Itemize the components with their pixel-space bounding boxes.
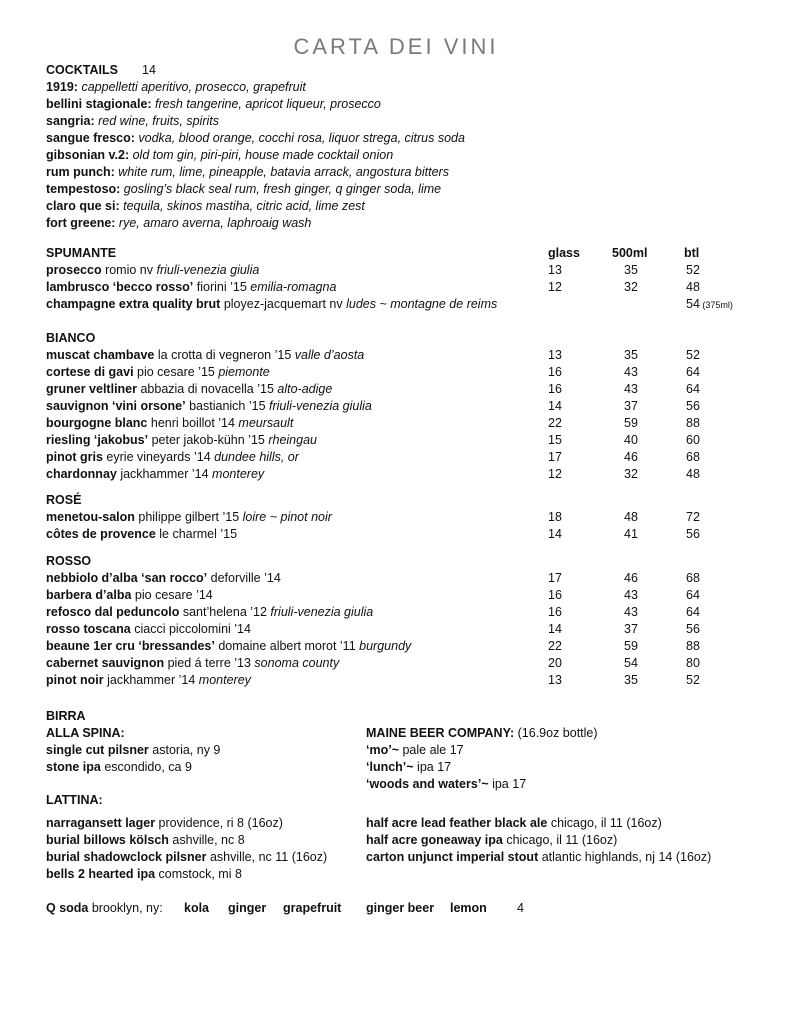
wine-item: [46, 638, 411, 655]
wine-region: piemonte: [214, 365, 270, 379]
page-title: CARTA DEI VINI: [293, 34, 499, 59]
wine-name: prosecco: [46, 263, 102, 277]
price-glass: 15: [548, 433, 562, 447]
cocktail-name: sangue fresco:: [46, 131, 135, 145]
price-glass: 16: [548, 382, 562, 396]
cocktail-desc: rye, amaro averna, laphroaig wash: [115, 216, 312, 230]
cocktails-heading: [46, 62, 156, 79]
cocktail-desc: white rum, lime, pineapple, batavia arrack, angostura bitters: [114, 165, 449, 179]
wine-producer: le charmel ’15: [155, 527, 238, 541]
section-heading-text: ROSSO: [46, 554, 92, 568]
wine-item: [46, 466, 264, 483]
qsoda-flavor: [450, 900, 487, 917]
can-beer-item: [46, 832, 245, 849]
can-beer-item: [366, 849, 711, 866]
beer-detail: chicago, il 11 (16oz): [502, 833, 618, 847]
price-btl: 60: [686, 433, 700, 447]
wine-item: [46, 655, 339, 672]
wine-item: [46, 279, 336, 296]
price-glass: 18: [548, 510, 562, 524]
wine-item: [46, 509, 332, 526]
cocktail-desc: tequila, skinos mastiha, citric acid, lime zest: [119, 199, 365, 213]
price-glass: 17: [548, 571, 562, 585]
beer-name: burial shadowclock pilsner: [46, 850, 207, 864]
wine-name: refosco dal peduncolo: [46, 605, 180, 619]
price-glass: 16: [548, 365, 562, 379]
wine-producer: peter jakob-kühn ’15: [148, 433, 269, 447]
price-btl: 64: [686, 605, 700, 619]
price-500ml: 32: [624, 280, 638, 294]
wine-name: cabernet sauvignon: [46, 656, 165, 670]
price-glass: 12: [548, 467, 562, 481]
wine-item: [46, 398, 372, 415]
beer-detail: comstock, mi 8: [155, 867, 242, 881]
qsoda-name: Q soda: [46, 901, 89, 915]
wine-producer: abbazia di novacella ’15: [137, 382, 274, 396]
wine-name: bourgogne blanc: [46, 416, 148, 430]
wine-name: beaune 1er cru ‘bressandes’: [46, 639, 215, 653]
beer-detail: ipa 17: [413, 760, 452, 774]
wine-region: valle d’aosta: [291, 348, 365, 362]
wine-name: lambrusco ‘becco rosso’: [46, 280, 194, 294]
wine-region: friuli-venezia giulia: [266, 605, 374, 619]
cocktail-name: rum punch:: [46, 165, 115, 179]
wine-item: [46, 262, 259, 279]
section-heading: [46, 492, 81, 509]
cocktail-desc: gosling’s black seal rum, fresh ginger, q ginger soda, lime: [120, 182, 442, 196]
price-btl: 88: [686, 416, 700, 430]
wine-name: muscat chambave: [46, 348, 155, 362]
wine-producer: domaine albert morot ’11: [214, 639, 356, 653]
flavor-name: lemon: [450, 901, 487, 915]
cocktail-price: 14: [142, 63, 156, 77]
maine-note: (16.9oz bottle): [514, 726, 598, 740]
price-500ml: 43: [624, 588, 638, 602]
wine-region: friuli-venezia giulia: [265, 399, 372, 413]
wine-name: chardonnay: [46, 467, 117, 481]
beer-name: carton unjunct imperial stout: [366, 850, 539, 864]
price-500ml: 41: [624, 527, 638, 541]
price-glass: 13: [548, 673, 562, 687]
beer-detail: atlantic highlands, nj 14 (16oz): [538, 850, 712, 864]
cocktail-desc: cappelletti aperitivo, prosecco, grapefruit: [77, 80, 306, 94]
wine-item: [46, 672, 251, 689]
wine-name: gruner veltliner: [46, 382, 137, 396]
wine-producer: pied á terre ’13: [164, 656, 251, 670]
price-glass: 16: [548, 588, 562, 602]
beer-detail: chicago, il 11 (16oz): [547, 816, 662, 830]
cocktail-name: gibsonian v.2:: [46, 148, 130, 162]
wine-region: monterey: [208, 467, 265, 481]
price-500ml: 43: [624, 605, 638, 619]
beer-detail: astoria, ny 9: [148, 743, 221, 757]
cocktail-item: [46, 130, 465, 147]
wine-region: burgundy: [355, 639, 412, 653]
wine-region: friuli-venezia giulia: [153, 263, 260, 277]
wine-name: barbera d’alba: [46, 588, 132, 602]
wine-producer: pio cesare ’14: [131, 588, 213, 602]
beer-name: single cut pilsner: [46, 743, 149, 757]
cocktail-name: sangria:: [46, 114, 95, 128]
flavor-name: ginger beer: [366, 901, 435, 915]
price-500ml: 59: [624, 639, 638, 653]
beer-name: half acre goneaway ipa: [366, 833, 503, 847]
wine-name: menetou-salon: [46, 510, 135, 524]
wine-region: monterey: [195, 673, 251, 687]
maine-beer-item: [366, 759, 451, 776]
cocktail-item: [46, 164, 449, 181]
section-heading-text: SPUMANTE: [46, 246, 117, 260]
wine-item: [46, 296, 497, 313]
draft-beer-item: [46, 742, 220, 759]
cocktail-desc: vodka, blood orange, cocchi rosa, liquor strega, citrus soda: [134, 131, 465, 145]
qsoda-flavor: [228, 900, 266, 917]
can-beer-item: [46, 849, 327, 866]
cocktail-name: tempestoso:: [46, 182, 121, 196]
price-btl: 56: [686, 622, 700, 636]
price-glass: 13: [548, 263, 562, 277]
price-btl: 48: [686, 467, 700, 481]
price-btl: 56: [686, 527, 700, 541]
price-btl: 68: [686, 571, 700, 585]
wine-name: riesling ‘jakobus’: [46, 433, 149, 447]
price-glass: 22: [548, 416, 562, 430]
cocktail-desc: fresh tangerine, apricot liqueur, prosecco: [151, 97, 381, 111]
price-500ml: 35: [624, 348, 638, 362]
wine-producer: bastianich ’15: [185, 399, 266, 413]
maine-beer-item: [366, 776, 526, 793]
cocktail-item: [46, 113, 219, 130]
qsoda-origin: brooklyn, ny:: [88, 901, 163, 915]
wine-name: pinot noir: [46, 673, 104, 687]
price-glass: 14: [548, 399, 562, 413]
wine-name: pinot gris: [46, 450, 103, 464]
wine-producer: jackhammer ’14: [103, 673, 196, 687]
qsoda-flavor: [184, 900, 209, 917]
price-500ml: 32: [624, 467, 638, 481]
wine-item: [46, 604, 373, 621]
beer-detail: ipa 17: [488, 777, 527, 791]
btl-note: (375ml): [699, 300, 733, 310]
wine-producer: fiorini ’15: [193, 280, 247, 294]
price-glass: 22: [548, 639, 562, 653]
can-beer-item: [46, 866, 242, 883]
spina-heading: [46, 725, 125, 742]
beer-name: ‘lunch’~: [366, 760, 414, 774]
price-500ml: 43: [624, 365, 638, 379]
qsoda-flavor: [283, 900, 341, 917]
qsoda-line: [46, 900, 163, 917]
can-beer-item: [366, 832, 617, 849]
price-500ml: 43: [624, 382, 638, 396]
beer-name: burial billows kölsch: [46, 833, 169, 847]
wine-region: loire ~ pinot noir: [239, 510, 332, 524]
wine-name: nebbiolo d’alba ‘san rocco’: [46, 571, 208, 585]
flavor-name: ginger: [228, 901, 267, 915]
wine-item: [46, 415, 293, 432]
wine-name: champagne extra quality brut: [46, 297, 221, 311]
draft-beer-item: [46, 759, 192, 776]
qsoda-flavor: [366, 900, 434, 917]
qsoda-price: 4: [517, 901, 524, 915]
wine-producer: pio cesare ’15: [133, 365, 215, 379]
wine-name: rosso toscana: [46, 622, 131, 636]
can-beer-item: [366, 815, 662, 832]
section-heading: [46, 245, 116, 262]
maine-beer-item: [366, 742, 464, 759]
wine-item: [46, 432, 317, 449]
wine-name: cortese di gavi: [46, 365, 134, 379]
wine-producer: philippe gilbert ’15: [134, 510, 240, 524]
wine-item: [46, 587, 213, 604]
price-500ml: 54: [624, 656, 638, 670]
sub-heading: ALLA SPINA:: [46, 726, 125, 740]
wine-producer: la crotta di vegneron ’15: [154, 348, 292, 362]
wine-item: [46, 526, 237, 543]
price-btl: 64: [686, 382, 700, 396]
price-500ml: 46: [624, 571, 638, 585]
sub-heading: LATTINA:: [46, 793, 103, 807]
price-btl: 80: [686, 656, 700, 670]
price-glass: 20: [548, 656, 562, 670]
price-500ml: 46: [624, 450, 638, 464]
wine-region: ludes ~ montagne de reims: [342, 297, 498, 311]
price-glass: 16: [548, 605, 562, 619]
wine-item: [46, 570, 281, 587]
price-glass: 12: [548, 280, 562, 294]
beer-detail: ashville, nc 11 (16oz): [206, 850, 328, 864]
wine-item: [46, 621, 251, 638]
cocktail-desc: old tom gin, piri-piri, house made cocktail onion: [129, 148, 394, 162]
wine-item: [46, 449, 299, 466]
wine-producer: jackhammer ’14: [116, 467, 209, 481]
cocktail-item: [46, 96, 381, 113]
wine-producer: sant’helena ’12: [179, 605, 267, 619]
cocktail-item: [46, 215, 311, 232]
wine-item: [46, 364, 270, 381]
col-glass-header: glass: [548, 246, 580, 260]
beer-detail: escondido, ca 9: [100, 760, 192, 774]
price-btl: 68: [686, 450, 700, 464]
cocktail-desc: red wine, fruits, spirits: [94, 114, 219, 128]
price-btl: 52: [686, 673, 700, 687]
sub-heading: MAINE BEER COMPANY:: [366, 726, 515, 740]
section-heading-text: ROSÉ: [46, 493, 82, 507]
price-btl: 56: [686, 399, 700, 413]
section-heading-text: BIANCO: [46, 331, 96, 345]
beer-name: ‘mo’~: [366, 743, 399, 757]
price-btl: 52: [686, 348, 700, 362]
beer-detail: ashville, nc 8: [168, 833, 245, 847]
beer-detail: providence, ri 8 (16oz): [155, 816, 283, 830]
price-500ml: 48: [624, 510, 638, 524]
price-btl: 54 (375ml): [686, 297, 733, 311]
price-500ml: 37: [624, 399, 638, 413]
wine-region: alto-adige: [273, 382, 333, 396]
price-glass: 17: [548, 450, 562, 464]
cocktail-name: bellini stagionale:: [46, 97, 152, 111]
wine-region: meursault: [234, 416, 294, 430]
lattina-heading: [46, 792, 103, 809]
col-half-header: 500ml: [612, 246, 648, 260]
wine-name: sauvignon ‘vini orsone’: [46, 399, 186, 413]
beer-name: narragansett lager: [46, 816, 156, 830]
flavor-name: kola: [184, 901, 210, 915]
can-beer-item: [46, 815, 283, 832]
wine-item: [46, 381, 332, 398]
price-btl: 88: [686, 639, 700, 653]
cocktail-item: [46, 198, 365, 215]
section-heading-text: BIRRA: [46, 709, 86, 723]
price-btl: 64: [686, 365, 700, 379]
price-btl: 64: [686, 588, 700, 602]
wine-producer: ployez-jacquemart nv: [220, 297, 343, 311]
price-500ml: 35: [624, 673, 638, 687]
price-500ml: 37: [624, 622, 638, 636]
price-500ml: 35: [624, 263, 638, 277]
beer-name: stone ipa: [46, 760, 101, 774]
cocktail-name: 1919:: [46, 80, 78, 94]
flavor-name: grapefruit: [283, 901, 342, 915]
price-glass: 14: [548, 622, 562, 636]
maine-heading: [366, 725, 598, 742]
wine-producer: henri boillot ’14: [147, 416, 235, 430]
cocktail-item: [46, 79, 306, 96]
beer-name: bells 2 hearted ipa: [46, 867, 156, 881]
wine-producer: romio nv: [101, 263, 153, 277]
wine-region: rheingau: [268, 433, 317, 447]
cocktail-item: [46, 147, 393, 164]
beer-name: ‘woods and waters’~: [366, 777, 489, 791]
cocktail-name: fort greene:: [46, 216, 116, 230]
price-btl: 48: [686, 280, 700, 294]
price-btl: 72: [686, 510, 700, 524]
col-btl-header: btl: [684, 246, 700, 260]
beer-name: half acre lead feather black ale: [366, 816, 548, 830]
wine-region: dundee hills, or: [210, 450, 299, 464]
section-heading: [46, 553, 91, 570]
beer-detail: pale ale 17: [399, 743, 464, 757]
wine-name: côtes de provence: [46, 527, 156, 541]
section-heading: COCKTAILS: [46, 63, 118, 77]
wine-producer: ciacci piccolomini ’14: [130, 622, 251, 636]
price-glass: 14: [548, 527, 562, 541]
cocktail-item: [46, 181, 441, 198]
wine-item: [46, 347, 364, 364]
wine-producer: eyrie vineyards ’14: [102, 450, 211, 464]
wine-region: sonoma county: [250, 656, 340, 670]
wine-region: emilia-romagna: [246, 280, 337, 294]
price-500ml: 40: [624, 433, 638, 447]
price-btl: 52: [686, 263, 700, 277]
price-500ml: 59: [624, 416, 638, 430]
wine-producer: deforville ’14: [207, 571, 281, 585]
section-heading: [46, 330, 95, 347]
cocktail-name: claro que si:: [46, 199, 120, 213]
price-glass: 13: [548, 348, 562, 362]
birra-heading: [46, 708, 86, 725]
